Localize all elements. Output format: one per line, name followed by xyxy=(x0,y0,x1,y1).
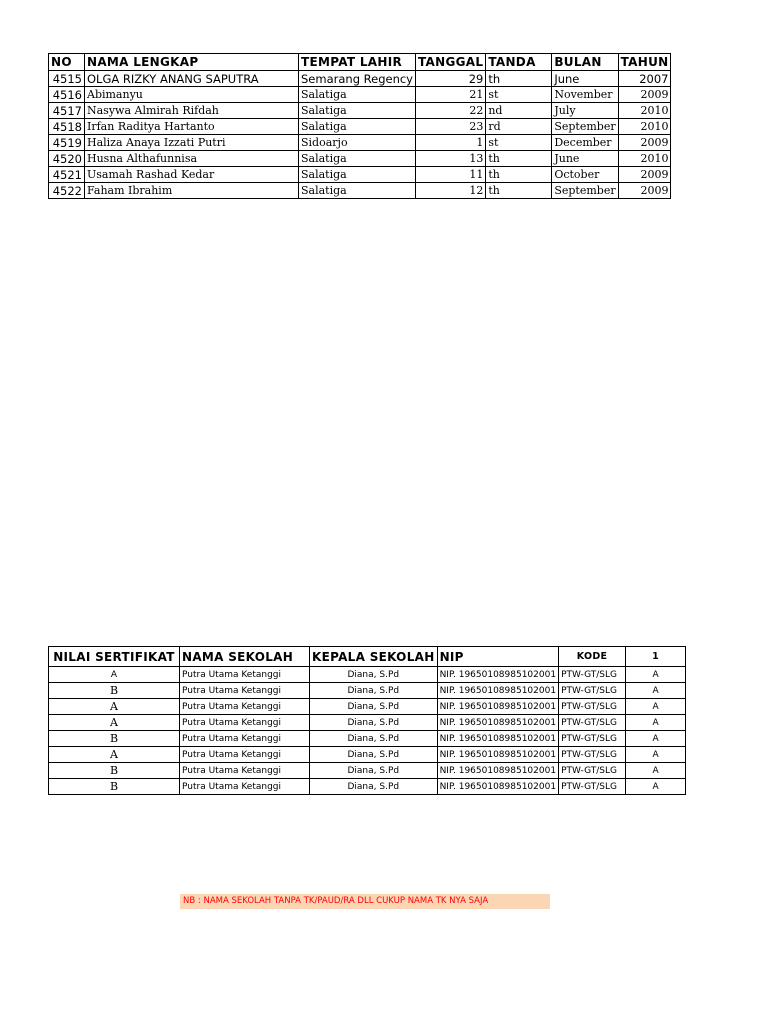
cell-no: 4519 xyxy=(49,135,85,151)
cell-kepala: Diana, S.Pd xyxy=(310,715,438,731)
cell-tahun: 2010 xyxy=(618,151,671,167)
cell-tanggal: 23 xyxy=(416,119,486,135)
cell-bulan: December xyxy=(552,135,618,151)
cell-tanggal: 22 xyxy=(416,103,486,119)
cell-nip: NIP. 19650108985102001 xyxy=(437,731,558,747)
cell-1: A xyxy=(626,715,686,731)
table-row xyxy=(49,135,671,151)
cell-nama: OLGA RIZKY ANANG SAPUTRA xyxy=(85,71,299,87)
cell-no: 4522 xyxy=(49,183,85,199)
cell-kode: PTW-GT/SLG xyxy=(559,747,626,763)
cell-bulan: November xyxy=(552,87,618,103)
cell-tanggal: 29 xyxy=(416,71,486,87)
cell-tanda: nd xyxy=(486,103,552,119)
cell-tanda: th xyxy=(486,71,552,87)
cell-tempat: Salatiga xyxy=(299,87,416,103)
students-table xyxy=(48,53,671,199)
cell-nilai: A xyxy=(49,699,180,715)
cell-tanda: st xyxy=(486,87,552,103)
cell-nama: Abimanyu xyxy=(85,87,299,103)
cell-tempat: Salatiga xyxy=(299,119,416,135)
cell-tempat: Semarang Regency xyxy=(299,71,416,87)
cell-kode: PTW-GT/SLG xyxy=(559,763,626,779)
header-tempat-lahir: TEMPAT LAHIR xyxy=(299,54,416,71)
cell-kode: PTW-GT/SLG xyxy=(559,699,626,715)
cell-nip: NIP. 19650108985102001 xyxy=(437,779,558,795)
cell-nilai: A xyxy=(49,715,180,731)
cell-bulan: June xyxy=(552,71,618,87)
cell-tahun: 2009 xyxy=(618,87,671,103)
cell-nip: NIP. 19650108985102001 xyxy=(437,763,558,779)
cell-sekolah: Putra Utama Ketanggi xyxy=(180,763,310,779)
cell-tahun: 2007 xyxy=(618,71,671,87)
table-row xyxy=(49,731,686,747)
school-name-note: NB : NAMA SEKOLAH TANPA TK/PAUD/RA DLL CUKUP NAMA TK NYA SAJA xyxy=(180,894,550,909)
header-tanggal: TANGGAL xyxy=(416,54,486,71)
cell-tahun: 2009 xyxy=(618,167,671,183)
cell-tanda: th xyxy=(486,183,552,199)
cell-bulan: June xyxy=(552,151,618,167)
cell-nama: Haliza Anaya Izzati Putri xyxy=(85,135,299,151)
cell-tanda: th xyxy=(486,151,552,167)
cell-kepala: Diana, S.Pd xyxy=(310,667,438,683)
table-row xyxy=(49,667,686,683)
table-row xyxy=(49,183,671,199)
cell-no: 4518 xyxy=(49,119,85,135)
cell-kode: PTW-GT/SLG xyxy=(559,667,626,683)
cell-tahun: 2009 xyxy=(618,135,671,151)
cell-nip: NIP. 19650108985102001 xyxy=(437,715,558,731)
cell-sekolah: Putra Utama Ketanggi xyxy=(180,779,310,795)
table-row xyxy=(49,87,671,103)
header-nilai-sertifikat: NILAI SERTIFIKAT xyxy=(49,647,180,667)
certificates-table xyxy=(48,646,686,795)
cell-kode: PTW-GT/SLG xyxy=(559,683,626,699)
cell-no: 4521 xyxy=(49,167,85,183)
cell-tanda: rd xyxy=(486,119,552,135)
cell-sekolah: Putra Utama Ketanggi xyxy=(180,731,310,747)
header-1: 1 xyxy=(626,647,686,667)
cell-1: A xyxy=(626,763,686,779)
cell-sekolah: Putra Utama Ketanggi xyxy=(180,667,310,683)
cell-1: A xyxy=(626,699,686,715)
cell-no: 4520 xyxy=(49,151,85,167)
cell-kepala: Diana, S.Pd xyxy=(310,683,438,699)
cell-tahun: 2009 xyxy=(618,183,671,199)
cell-nama: Husna Althafunnisa xyxy=(85,151,299,167)
table-row xyxy=(49,747,686,763)
table-row xyxy=(49,763,686,779)
table-row xyxy=(49,151,671,167)
table-row xyxy=(49,167,671,183)
table-row xyxy=(49,71,671,87)
cell-kepala: Diana, S.Pd xyxy=(310,779,438,795)
header-bulan: BULAN xyxy=(552,54,618,71)
cell-tempat: Salatiga xyxy=(299,167,416,183)
cell-sekolah: Putra Utama Ketanggi xyxy=(180,747,310,763)
cell-nama: Usamah Rashad Kedar xyxy=(85,167,299,183)
cell-tahun: 2010 xyxy=(618,119,671,135)
header-nama-sekolah: NAMA SEKOLAH xyxy=(180,647,310,667)
cell-kepala: Diana, S.Pd xyxy=(310,731,438,747)
certificates-header-row xyxy=(49,647,686,667)
cell-nama: Faham Ibrahim xyxy=(85,183,299,199)
cell-1: A xyxy=(626,747,686,763)
cell-nip: NIP. 19650108985102001 xyxy=(437,683,558,699)
cell-nilai: A xyxy=(49,667,180,683)
header-tahun: TAHUN xyxy=(618,54,671,71)
cell-sekolah: Putra Utama Ketanggi xyxy=(180,683,310,699)
cell-kepala: Diana, S.Pd xyxy=(310,763,438,779)
cell-nip: NIP. 19650108985102001 xyxy=(437,667,558,683)
cell-tempat: Salatiga xyxy=(299,183,416,199)
cell-no: 4517 xyxy=(49,103,85,119)
cell-sekolah: Putra Utama Ketanggi xyxy=(180,715,310,731)
cell-tanggal: 13 xyxy=(416,151,486,167)
cell-no: 4515 xyxy=(49,71,85,87)
table-row xyxy=(49,103,671,119)
cell-tanda: th xyxy=(486,167,552,183)
cell-nilai: B xyxy=(49,763,180,779)
cell-nilai: B xyxy=(49,779,180,795)
cell-nilai: A xyxy=(49,747,180,763)
cell-bulan: September xyxy=(552,183,618,199)
cell-nip: NIP. 19650108985102001 xyxy=(437,747,558,763)
cell-kepala: Diana, S.Pd xyxy=(310,747,438,763)
cell-1: A xyxy=(626,683,686,699)
cell-tanggal: 21 xyxy=(416,87,486,103)
cell-tempat: Sidoarjo xyxy=(299,135,416,151)
cell-1: A xyxy=(626,731,686,747)
cell-tahun: 2010 xyxy=(618,103,671,119)
header-no: NO xyxy=(49,54,85,71)
header-kepala-sekolah: KEPALA SEKOLAH xyxy=(310,647,438,667)
table-row xyxy=(49,683,686,699)
header-kode: KODE xyxy=(559,647,626,667)
header-nip: NIP xyxy=(437,647,558,667)
cell-tempat: Salatiga xyxy=(299,103,416,119)
cell-nama: Nasywa Almirah Rifdah xyxy=(85,103,299,119)
cell-tempat: Salatiga xyxy=(299,151,416,167)
cell-sekolah: Putra Utama Ketanggi xyxy=(180,699,310,715)
header-tanda: TANDA xyxy=(486,54,552,71)
cell-nip: NIP. 19650108985102001 xyxy=(437,699,558,715)
cell-tanggal: 11 xyxy=(416,167,486,183)
cell-nama: Irfan Raditya Hartanto xyxy=(85,119,299,135)
cell-nilai: B xyxy=(49,683,180,699)
cell-1: A xyxy=(626,779,686,795)
table-row xyxy=(49,119,671,135)
cell-no: 4516 xyxy=(49,87,85,103)
cell-kepala: Diana, S.Pd xyxy=(310,699,438,715)
cell-kode: PTW-GT/SLG xyxy=(559,779,626,795)
students-header-row xyxy=(49,54,671,71)
table-row xyxy=(49,715,686,731)
cell-bulan: July xyxy=(552,103,618,119)
cell-bulan: September xyxy=(552,119,618,135)
cell-bulan: October xyxy=(552,167,618,183)
cell-tanda: st xyxy=(486,135,552,151)
table-row xyxy=(49,699,686,715)
header-nama-lengkap: NAMA LENGKAP xyxy=(85,54,299,71)
cell-kode: PTW-GT/SLG xyxy=(559,731,626,747)
cell-tanggal: 1 xyxy=(416,135,486,151)
cell-1: A xyxy=(626,667,686,683)
cell-nilai: B xyxy=(49,731,180,747)
cell-tanggal: 12 xyxy=(416,183,486,199)
table-row xyxy=(49,779,686,795)
cell-kode: PTW-GT/SLG xyxy=(559,715,626,731)
